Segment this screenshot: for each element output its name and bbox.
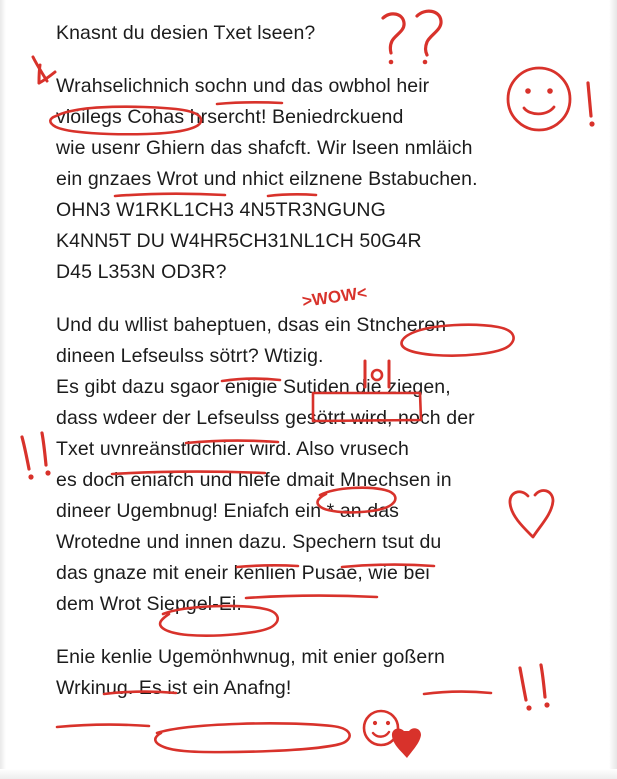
paragraph-3 [56,310,576,620]
text-line: K4NN5T DU W4HR5CH31NL1CH 50G4R [56,230,422,252]
text-line: D45 L353N OD3R? [56,261,227,283]
text-line: Es gibt dazu sgaor enigie Sutiden die ziegen, [56,376,451,398]
text-line: Und du wllist baheptuen, dsas ein Stncheren [56,314,447,336]
text-line: ein gnzaes Wrot und nhict eilznene Bstabuchen. [56,168,478,190]
text-line: OHN3 W1RKL1CH3 4N5TR3NGUNG [56,199,386,221]
text-line: Wrotedne und innen dazu. Spechern tsut du [56,531,442,553]
exclamation-mark-top-annotation [588,83,595,127]
text-line: Txet uvnreänstldchier wird. Also vrusech [56,438,409,460]
paragraph-2 [56,71,576,288]
page-edge-bottom [0,769,617,779]
underline-wrkinug-annotation [57,725,149,727]
text-line: dass wdeer der Lefseulss gesötrt wird, noch der [56,407,475,429]
text-line: Wrahselichnich sochn und das owbhol heir [56,75,430,97]
text-line: das gnaze mit eneir kenlien Pusae, wie bei [56,562,430,584]
paragraph-4 [56,642,576,704]
text-line: vlöilegs Cohas hrsercht! Beniedrckuend [56,106,404,128]
text-line: dineer Ugembnug! Eniafch ein * an das [56,500,400,522]
arrow-pointing-down-annotation [33,57,55,83]
text-line: dineen Lefseulss sötrt? Wtizig. [56,345,324,367]
text-line: Knasnt du desien Txet lseen? [56,22,316,44]
text-line: Wrkinug. Es ist ein Anafng! [56,677,292,699]
heart-filled-annotation [392,728,421,758]
box-es-ist-ein-anafng-annotation [155,723,349,752]
text-line: dem Wrot Siepgel-Ei. [56,593,242,615]
text-line: Enie kenlie Ugemönhwnug, mit enier goßern [56,646,445,668]
page-edge-left [0,0,6,779]
text-line: wie usenr Ghiern das shafcft. Wir lseen nmläich [56,137,473,159]
wow-note-text: >WOW< [300,283,369,311]
paragraph-1 [56,18,576,49]
exclamation-marks-left-annotation [22,433,51,480]
document-text-layer [56,18,576,704]
page-edge-right [609,0,617,779]
text-line: es doch eniafch und hlefe dmait Mnechsen in [56,469,452,491]
smiley-face-small-annotation [364,711,398,745]
